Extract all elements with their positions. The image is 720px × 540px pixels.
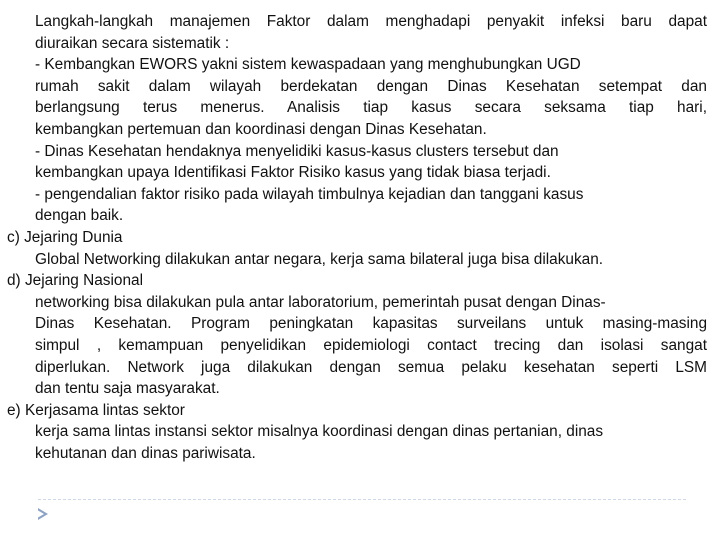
- section-c-body: [35, 249, 707, 271]
- point-dinas-kesehatan: [35, 141, 707, 184]
- point-ewors: [35, 54, 707, 140]
- text-line: networking bisa dilakukan pula antar laboratorium, pemerintah pusat dengan Dinas-: [35, 293, 606, 311]
- text-line: diuraikan secara sistematik :: [35, 34, 230, 52]
- text-line: - pengendalian faktor risiko pada wilayah timbulnya kejadian dan tanggani kasus: [35, 185, 584, 203]
- text-line: berlangsung terus menerus. Analisis tiap kasus secara seksama tiap hari,: [35, 99, 707, 117]
- text-line: kerja sama lintas instansi sektor misalnya koordinasi dengan dinas pertanian, dinas: [35, 423, 604, 441]
- section-e-heading: e) Kerjasama lintas sektor: [7, 401, 185, 419]
- text-line: - Dinas Kesehatan hendaknya menyelidiki kasus-kasus clusters tersebut dan: [35, 142, 559, 160]
- section-d-heading: d) Jejaring Nasional: [7, 272, 144, 290]
- text-line: kembangkan upaya Identifikasi Faktor Risiko kasus yang tidak biasa terjadi.: [35, 164, 551, 182]
- text-line: - Kembangkan EWORS yakni sistem kewaspadaan yang menghubungkan UGD: [35, 56, 581, 74]
- section-c-heading: c) Jejaring Dunia: [7, 228, 123, 246]
- intro-paragraph: [35, 11, 707, 54]
- text-line: simpul , kemampuan penyelidikan epidemiologi contact trecing dan isolasi sangat: [35, 336, 707, 354]
- footer-divider: [38, 499, 686, 500]
- text-line: dengan baik.: [35, 207, 124, 225]
- text-line: Dinas Kesehatan. Program peningkatan kapasitas surveilans untuk masing-masing: [35, 315, 707, 333]
- section-e-body: [35, 421, 707, 464]
- text-line: rumah sakit dalam wilayah berdekatan dengan Dinas Kesehatan setempat dan: [35, 77, 707, 95]
- triangle-right-icon[interactable]: [36, 507, 50, 521]
- point-pengendalian: [35, 184, 707, 227]
- text-line: dan tentu saja masyarakat.: [35, 380, 220, 398]
- text-line: Langkah-langkah manajemen Faktor dalam menghadapi penyakit infeksi baru dapat: [35, 13, 707, 30]
- text-line: kehutanan dan dinas pariwisata.: [35, 444, 256, 462]
- text-line: diperlukan. Network juga dilakukan dengan semua pelaku kesehatan seperti LSM: [35, 358, 707, 376]
- triangle-right-icon-graphic: [36, 507, 50, 521]
- section-d-body: [35, 292, 707, 400]
- text-line: Global Networking dilakukan antar negara, kerja sama bilateral juga bisa dilakukan.: [35, 250, 604, 268]
- slide-body: [7, 11, 707, 464]
- text-line: kembangkan pertemuan dan koordinasi dengan Dinas Kesehatan.: [35, 120, 487, 138]
